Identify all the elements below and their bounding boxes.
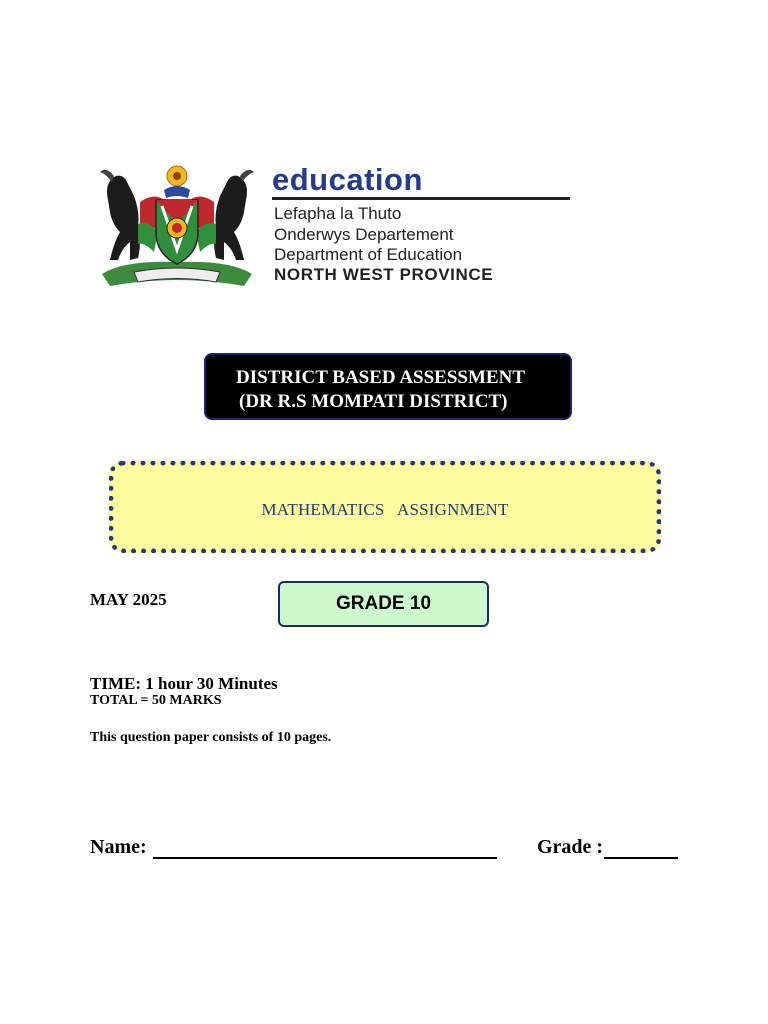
assessment-title-line-1: DISTRICT BASED ASSESSMENT xyxy=(236,367,525,388)
grade-label: Grade : xyxy=(537,836,604,858)
page-count-note: This question paper consists of 10 pages. xyxy=(90,730,332,745)
assessment-title-line-2: (DR R.S MOMPATI DISTRICT) xyxy=(239,391,508,412)
assessment-title-box xyxy=(204,353,572,420)
total-marks: TOTAL = 50 MARKS xyxy=(90,693,222,708)
grade-badge: GRADE 10 xyxy=(278,581,489,627)
exam-date: MAY 2025 xyxy=(90,590,167,609)
name-field-line[interactable] xyxy=(153,857,497,859)
subject-title: MATHEMATICS ASSIGNMENT xyxy=(261,500,509,519)
education-wordmark: education xyxy=(272,162,423,197)
department-line-setswana: Lefapha la Thuto xyxy=(274,204,402,223)
coat-of-arms-emblem xyxy=(94,162,260,292)
department-line-english: Department of Education xyxy=(274,245,463,264)
subject-box xyxy=(109,461,661,553)
grade-field-line[interactable] xyxy=(604,857,678,859)
wordmark-underline xyxy=(272,197,570,200)
name-label: Name: xyxy=(90,836,147,858)
province-name: NORTH WEST PROVINCE xyxy=(274,265,494,284)
exam-duration: TIME: 1 hour 30 Minutes xyxy=(90,674,278,693)
department-line-afrikaans: Onderwys Departement xyxy=(274,225,454,244)
